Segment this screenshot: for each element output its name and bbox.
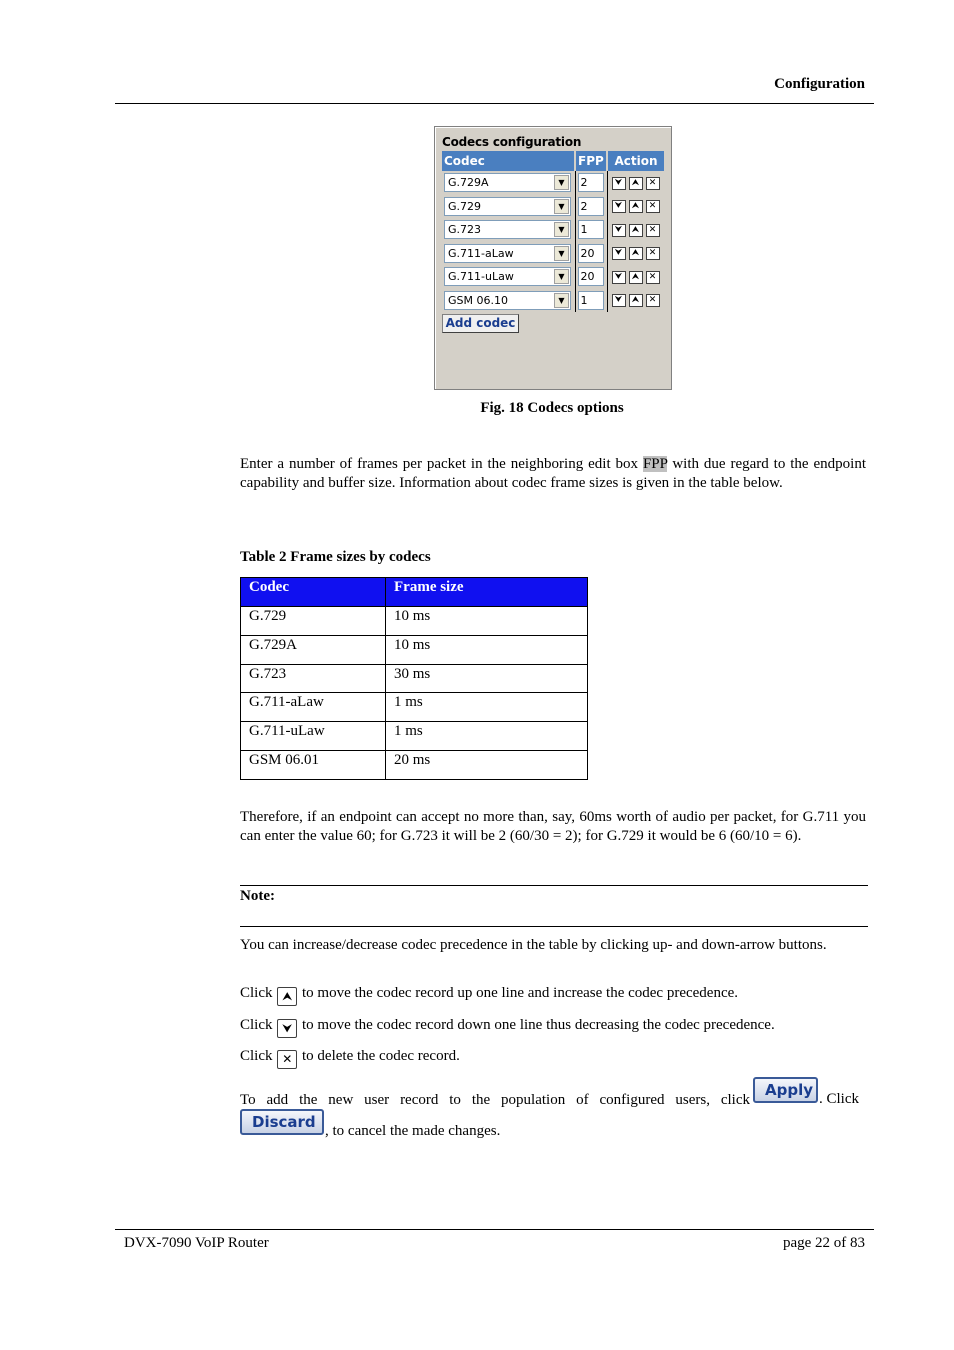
cell-codec: GSM 06.01 xyxy=(241,750,386,779)
codec-select-value: G.711-aLaw xyxy=(448,246,514,260)
cell-frame-size: 30 ms xyxy=(386,664,588,693)
paragraph-fpp xyxy=(240,455,866,492)
codec-select[interactable] xyxy=(444,197,571,216)
footer-page-number: page 22 of 83 xyxy=(782,1235,865,1251)
fpp-highlight: FPP xyxy=(642,456,668,472)
cell-codec: G.711-aLaw xyxy=(241,693,386,722)
discard-button: Discard xyxy=(240,1109,324,1135)
codec-select[interactable] xyxy=(444,173,571,192)
cell-codec: G.729 xyxy=(241,607,386,636)
codec-row xyxy=(442,195,664,219)
codecs-config-panel xyxy=(434,126,672,390)
codec-select-value: G.711-uLaw xyxy=(448,270,514,284)
paragraph-apply-a: To add the new user record to the population of configured users, click xyxy=(240,1092,750,1108)
note-rule-bottom xyxy=(240,926,868,927)
move-up-icon[interactable]: ⮝ xyxy=(629,200,643,213)
table-row xyxy=(241,664,588,693)
fpp-input[interactable]: 1 xyxy=(578,220,604,239)
cell-frame-size: 20 ms xyxy=(386,750,588,779)
figure-caption: Fig. 18 Codecs options xyxy=(480,400,624,416)
para1-text-a: Enter a number of frames per packet in the neighboring edit box xyxy=(240,456,643,472)
frame-size-table xyxy=(240,577,588,780)
note-rule-top xyxy=(240,885,868,886)
codec-select[interactable] xyxy=(444,267,571,286)
click-delete-line xyxy=(240,1048,460,1069)
header-rule xyxy=(115,103,874,104)
paragraph-apply-b: . Click xyxy=(819,1091,859,1107)
cell-codec: G.711-uLaw xyxy=(241,722,386,751)
col-action: Action xyxy=(607,151,664,171)
th-frame-size: Frame size xyxy=(386,578,588,607)
para1-text-b: with due regard to the endpoint capability and buffer size. Information about codec frame sizes is given in the table below. xyxy=(240,456,866,491)
fpp-input[interactable]: 2 xyxy=(578,197,604,216)
panel-title: Codecs configuration xyxy=(442,135,582,149)
click-down-line xyxy=(240,1017,775,1038)
delete-icon[interactable]: ✕ xyxy=(646,200,660,213)
delete-icon[interactable]: ✕ xyxy=(646,224,660,237)
codec-select[interactable] xyxy=(444,220,571,239)
move-up-icon: ⮝ xyxy=(277,987,297,1006)
fpp-input[interactable]: 2 xyxy=(578,173,604,192)
move-down-icon[interactable]: ⮟ xyxy=(612,224,626,237)
apply-button: Apply xyxy=(753,1077,818,1103)
click-up-text: to move the codec record up one line and increase the codec precedence. xyxy=(298,985,739,1001)
delete-icon[interactable]: ✕ xyxy=(646,294,660,307)
add-codec-button[interactable]: Add codec xyxy=(442,314,519,333)
move-down-icon[interactable]: ⮟ xyxy=(612,247,626,260)
click-word: Click xyxy=(240,1048,273,1064)
table-row xyxy=(241,750,588,779)
codec-row xyxy=(442,171,664,195)
table-row xyxy=(241,607,588,636)
move-up-icon[interactable]: ⮝ xyxy=(629,247,643,260)
click-up-line xyxy=(240,985,738,1006)
cell-frame-size: 1 ms xyxy=(386,693,588,722)
cell-codec: G.729A xyxy=(241,635,386,664)
note-label: Note: xyxy=(240,888,275,904)
move-down-icon: ⮟ xyxy=(277,1019,297,1038)
codec-row xyxy=(442,218,664,242)
delete-icon[interactable]: ✕ xyxy=(646,177,660,190)
col-fpp: FPP xyxy=(575,151,607,171)
click-word: Click xyxy=(240,1017,273,1033)
move-down-icon[interactable]: ⮟ xyxy=(612,200,626,213)
cell-frame-size: 10 ms xyxy=(386,607,588,636)
cell-codec: G.723 xyxy=(241,664,386,693)
footer-rule xyxy=(115,1229,874,1230)
footer-product: DVX-7090 VoIP Router xyxy=(124,1235,269,1251)
codec-row xyxy=(442,265,664,289)
dropdown-arrow-icon[interactable]: ▼ xyxy=(554,293,569,308)
table-caption: Table 2 Frame sizes by codecs xyxy=(240,549,431,565)
dropdown-arrow-icon[interactable]: ▼ xyxy=(554,199,569,214)
click-word: Click xyxy=(240,985,273,1001)
delete-icon[interactable]: ✕ xyxy=(646,271,660,284)
table-row xyxy=(241,722,588,751)
dropdown-arrow-icon[interactable]: ▼ xyxy=(554,175,569,190)
codec-select-value: G.723 xyxy=(448,223,482,237)
move-up-icon[interactable]: ⮝ xyxy=(629,271,643,284)
move-down-icon[interactable]: ⮟ xyxy=(612,271,626,284)
paragraph-apply-c: , to cancel the made changes. xyxy=(325,1123,501,1139)
codec-select[interactable] xyxy=(444,244,571,263)
codec-row xyxy=(442,289,664,313)
codecs-table xyxy=(442,151,664,312)
dropdown-arrow-icon[interactable]: ▼ xyxy=(554,269,569,284)
move-up-icon[interactable]: ⮝ xyxy=(629,177,643,190)
table-row xyxy=(241,635,588,664)
codec-select-value: G.729 xyxy=(448,199,482,213)
delete-icon: ✕ xyxy=(277,1050,297,1069)
paragraph-precedence: You can increase/decrease codec precedence in the table by clicking up- and down-arrow buttons. xyxy=(240,937,827,953)
codec-select-value: G.729A xyxy=(448,176,489,190)
click-down-text: to move the codec record down one line thus decreasing the codec precedence. xyxy=(298,1017,775,1033)
dropdown-arrow-icon[interactable]: ▼ xyxy=(554,222,569,237)
table-row xyxy=(241,693,588,722)
fpp-input[interactable]: 20 xyxy=(578,244,604,263)
move-down-icon[interactable]: ⮟ xyxy=(612,294,626,307)
cell-frame-size: 1 ms xyxy=(386,722,588,751)
move-up-icon[interactable]: ⮝ xyxy=(629,224,643,237)
paragraph-example: Therefore, if an endpoint can accept no more than, say, 60ms worth of audio per packet, for G.711 you can enter the value 60; for G.723 it will be 2 (60/30 = 2); for G.729 it would be 6 (60/10 = 6). xyxy=(240,809,866,844)
header-title: Configuration xyxy=(774,76,865,92)
move-down-icon[interactable]: ⮟ xyxy=(612,177,626,190)
move-up-icon[interactable]: ⮝ xyxy=(629,294,643,307)
col-codec: Codec xyxy=(442,151,575,171)
th-codec: Codec xyxy=(241,578,386,607)
codec-select-value: GSM 06.10 xyxy=(448,293,508,307)
fpp-input[interactable]: 20 xyxy=(578,267,604,286)
click-delete-text: to delete the codec record. xyxy=(298,1048,460,1064)
codec-select[interactable] xyxy=(444,291,571,310)
delete-icon[interactable]: ✕ xyxy=(646,247,660,260)
fpp-input[interactable]: 1 xyxy=(578,291,604,310)
cell-frame-size: 10 ms xyxy=(386,635,588,664)
dropdown-arrow-icon[interactable]: ▼ xyxy=(554,246,569,261)
codec-row xyxy=(442,242,664,266)
